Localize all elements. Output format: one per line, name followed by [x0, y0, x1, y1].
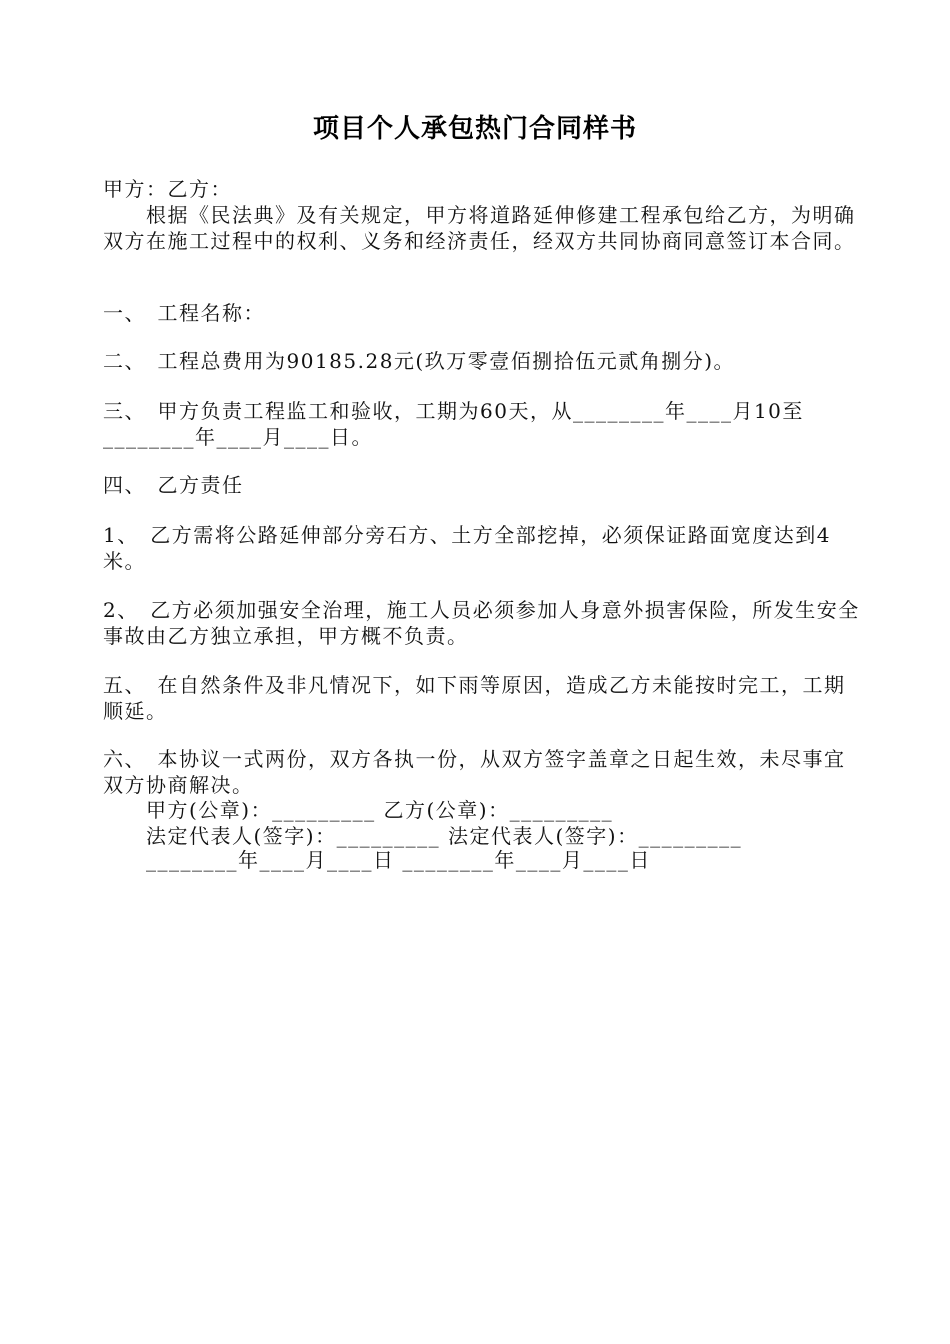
clause-6: 六、 本协议一式两份，双方各执一份，从双方签字盖章之日起生效，未尽事宜双方协商解决。	[103, 747, 846, 797]
signature-date-line: ________年____月____日 ________年____月____日	[103, 848, 651, 872]
signature-representative-line: 法定代表人(签字)：_________ 法定代表人(签字)：_________	[103, 824, 743, 848]
intro-paragraph: 根据《民法典》及有关规定，甲方将道路延伸修建工程承包给乙方，为明确双方在施工过程中的权利、义务和经济责任，经双方共同协商同意签订本合同。	[103, 203, 856, 253]
clause-1: 一、 工程名称：	[103, 301, 265, 325]
clause-5: 五、 在自然条件及非凡情况下，如下雨等原因，造成乙方未能按时完工，工期顺延。	[103, 673, 846, 723]
responsibility-item-1: 1、 乙方需将公路延伸部分旁石方、土方全部挖掉，必须保证路面宽度达到4米。	[103, 523, 831, 573]
clause-3: 三、 甲方负责工程监工和验收，工期为60天，从________年____月10至________年____月____日。	[103, 399, 804, 449]
responsibility-item-2: 2、 乙方必须加强安全治理，施工人员必须参加人身意外损害保险，所发生安全事故由乙方独立承担，甲方概不负责。	[103, 598, 860, 648]
parties-line: 甲方：乙方：	[103, 177, 232, 201]
signature-seal-line: 甲方(公章)：_________ 乙方(公章)：_________	[103, 798, 614, 822]
clause-4: 四、 乙方责任	[103, 473, 244, 497]
clause-2: 二、 工程总费用为90185.28元(玖万零壹佰捌拾伍元贰角捌分)。	[103, 349, 736, 373]
document-title: 项目个人承包热门合同样书	[312, 114, 637, 144]
